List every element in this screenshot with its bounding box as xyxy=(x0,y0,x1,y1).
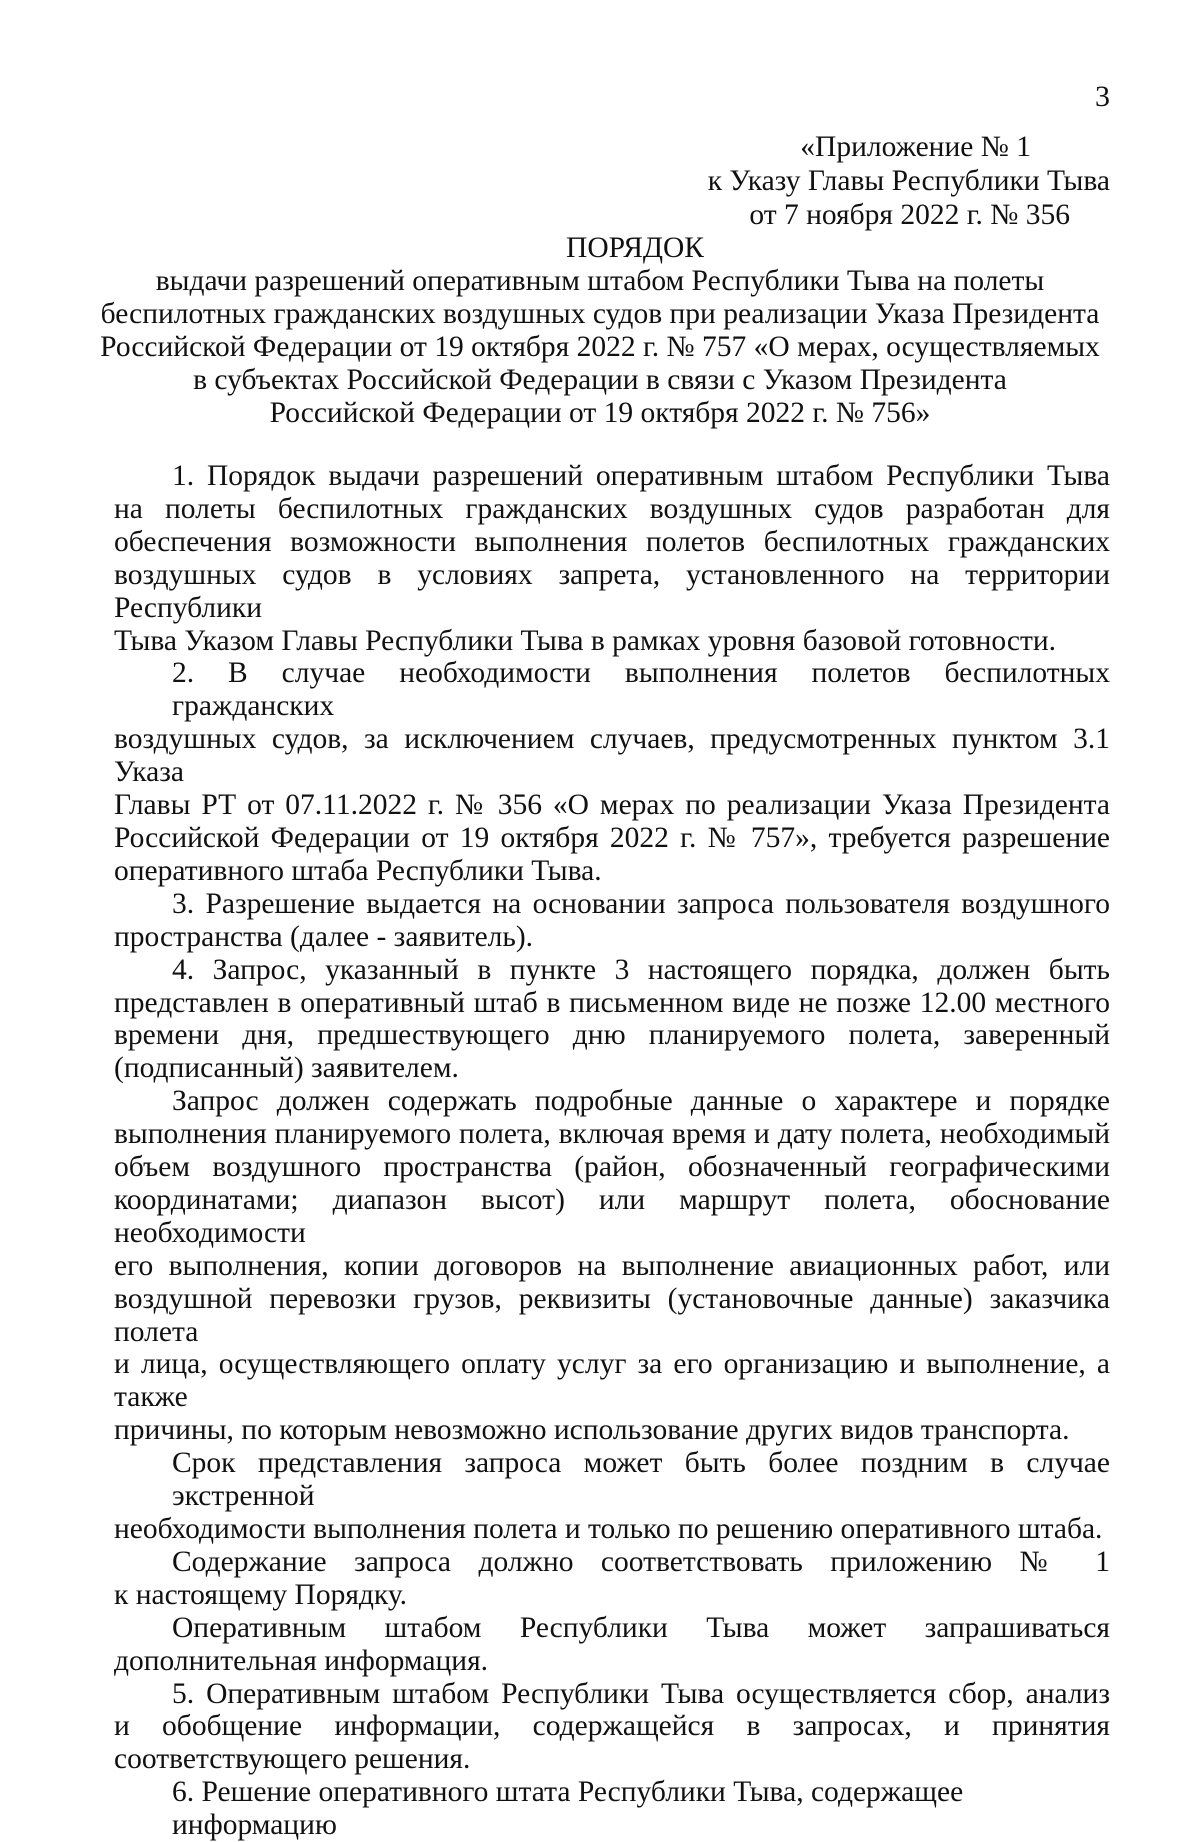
paragraph xyxy=(114,1612,1110,1678)
paragraph-line: Российской Федерации от 19 октября 2022 г. № 757», требуется разрешение xyxy=(114,821,1110,854)
page-number: 3 xyxy=(1095,80,1110,113)
subtitle-line: Российской Федерации от 19 октября 2022 г. № 757 «О мерах, осуществляемых xyxy=(100,331,1100,363)
paragraph-line: пространства (далее - заявитель). xyxy=(114,920,534,953)
paragraph-line: Содержание запроса должно соответствовать приложению № 1 xyxy=(172,1545,1110,1578)
paragraph xyxy=(114,1447,1110,1546)
paragraph-line: воздушных судов, за исключением случаев, предусмотренных пунктом 3.1 Указа xyxy=(114,723,1110,789)
paragraph xyxy=(114,888,1110,954)
paragraph xyxy=(114,460,1110,657)
paragraph-line: 2. В случае необходимости выполнения полетов беспилотных гражданских xyxy=(172,657,1110,723)
paragraph-line: обеспечения возможности выполнения полетов беспилотных гражданских xyxy=(114,525,1110,558)
paragraph-line: 4. Запрос, указанный в пункте 3 настоящего порядка, должен быть xyxy=(172,953,1110,986)
paragraph-line: координатами; диапазон высот) или маршрут полета, обоснование необходимости xyxy=(114,1183,1110,1249)
paragraph-line: Запрос должен содержать подробные данные о характере и порядке xyxy=(172,1085,1110,1118)
paragraph-line: 5. Оперативным штабом Республики Тыва осуществляется сбор, анализ xyxy=(172,1677,1110,1710)
paragraph xyxy=(114,1085,1110,1447)
paragraph-line: объем воздушного пространства (район, обозначенный географическими xyxy=(114,1151,1110,1184)
paragraph-line: представлен в оперативный штаб в письменном виде не позже 12.00 местного xyxy=(114,986,1110,1019)
paragraph-line: Тыва Указом Главы Республики Тыва в рамках уровня базовой готовности. xyxy=(114,624,1057,657)
paragraph-line: (подписанный) заявителем. xyxy=(114,1052,459,1085)
paragraph-line: и лица, осуществляющего оплату услуг за его организацию и выполнение, а также xyxy=(114,1348,1110,1414)
annex-line-1: «Приложение № 1 xyxy=(800,131,1031,163)
document-body xyxy=(114,460,1110,1842)
paragraph-line: 3. Разрешение выдается на основании запроса пользователя воздушного xyxy=(172,887,1110,920)
subtitle-line: Российской Федерации от 19 октября 2022 г. № 756» xyxy=(269,397,931,429)
paragraph-line: воздушных судов в условиях запрета, установленного на территории Республики xyxy=(114,558,1110,624)
paragraph-line: соответствующего решения. xyxy=(114,1743,471,1776)
paragraph-line: на полеты беспилотных гражданских воздушных судов разработан для xyxy=(114,492,1110,525)
paragraph-line: 6. Решение оперативного штата Республики Тыва, содержащее информацию xyxy=(172,1776,964,1842)
paragraph-line: его выполнения, копии договоров на выполнение авиационных работ, или xyxy=(114,1249,1110,1282)
paragraph-line: выполнения планируемого полета, включая время и дату полета, необходимый xyxy=(114,1118,1110,1151)
paragraph-line: Главы РТ от 07.11.2022 г. № 356 «О мерах по реализации Указа Президента xyxy=(114,789,1110,822)
paragraph xyxy=(114,1546,1110,1612)
paragraph-line: времени дня, предшествующего дню планируемого полета, заверенный xyxy=(114,1019,1110,1052)
annex-line-3: от 7 ноября 2022 г. № 356 xyxy=(749,199,1070,231)
document-title: ПОРЯДОК xyxy=(566,232,704,264)
paragraph xyxy=(114,657,1110,887)
subtitle-line: выдачи разрешений оперативным штабом Республики Тыва на полеты xyxy=(155,265,1045,297)
paragraph-line: Срок представления запроса может быть более поздним в случае экстренной xyxy=(172,1447,1110,1513)
paragraph-line: к настоящему Порядку. xyxy=(114,1578,408,1611)
paragraph-line: дополнительная информация. xyxy=(114,1644,489,1677)
paragraph-line: 1. Порядок выдачи разрешений оперативным штабом Республики Тыва xyxy=(172,460,1110,492)
paragraph-line: причины, по которым невозможно использование других видов транспорта. xyxy=(114,1414,1070,1447)
paragraph-line: Оперативным штабом Республики Тыва может запрашиваться xyxy=(172,1611,1110,1644)
paragraph-line: воздушной перевозки грузов, реквизиты (установочные данные) заказчика полета xyxy=(114,1282,1110,1348)
subtitle-line: беспилотных гражданских воздушных судов при реализации Указа Президента xyxy=(100,298,1100,330)
title-block xyxy=(100,232,1100,430)
paragraph xyxy=(114,1776,1110,1842)
paragraph-line: и обобщение информации, содержащейся в запросах, и принятия xyxy=(114,1710,1110,1743)
annex-line-2: к Указу Главы Республики Тыва xyxy=(707,165,1110,197)
paragraph xyxy=(114,954,1110,1086)
paragraph-line: необходимости выполнения полета и только по решению оперативного штаба. xyxy=(114,1513,1103,1545)
paragraph xyxy=(114,1678,1110,1777)
subtitle-line: в субъектах Российской Федерации в связи с Указом Президента xyxy=(193,364,1007,396)
annex-header xyxy=(610,130,1110,232)
paragraph-line: оперативного штаба Республики Тыва. xyxy=(114,854,602,887)
